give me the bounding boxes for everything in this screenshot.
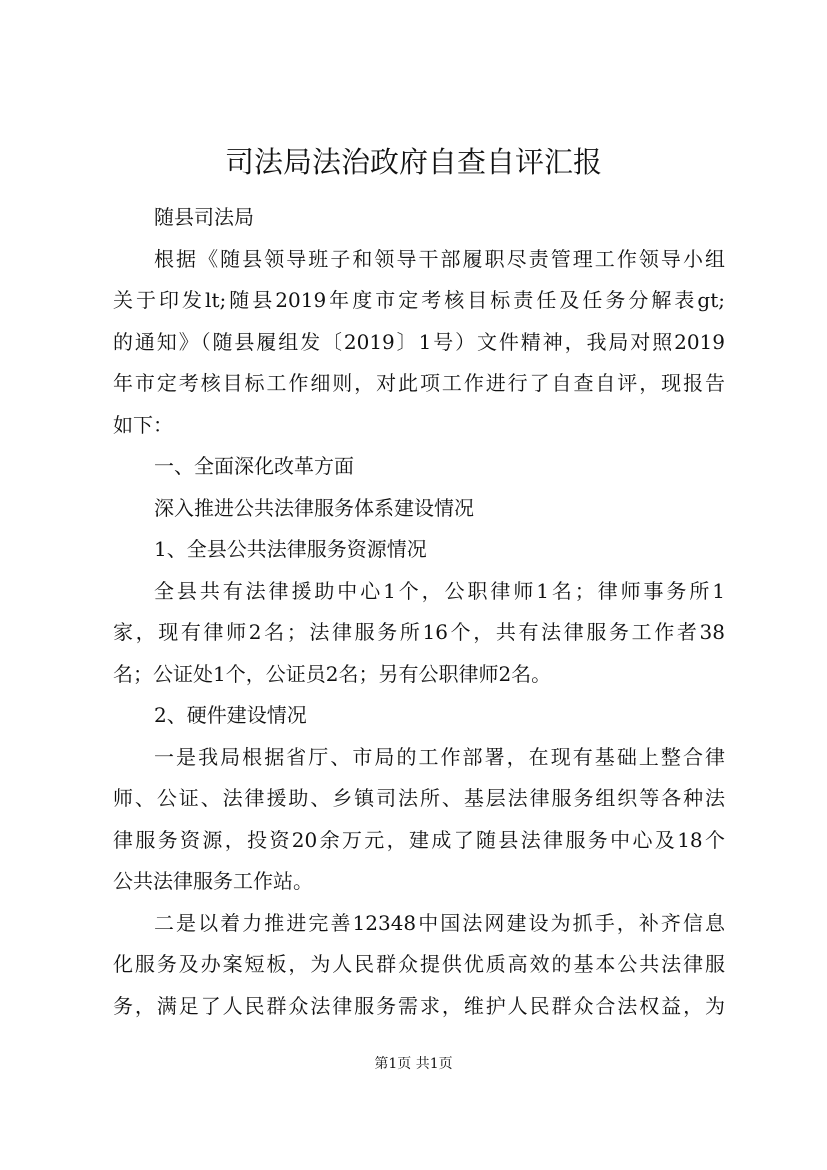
text-line: 深入推进公共法律服务体系建设情况 xyxy=(154,495,474,520)
text-line: 如下： xyxy=(113,412,173,437)
text-line: 年市定考核目标工作细则，对此项工作进行了自查自评，现报告 xyxy=(113,371,725,395)
text-line: 一是我局根据省厅、市局的工作部署，在现有基础上整合律 xyxy=(154,744,725,769)
text-line: 律服务资源，投资20余万元，建成了随县法律服务中心及18个 xyxy=(113,827,725,852)
text-line: 全县共有法律援助中心1个，公职律师1名；律师事务所1 xyxy=(154,578,725,603)
text-line: 公共法律服务工作站。 xyxy=(113,869,313,893)
document-body xyxy=(113,197,725,1027)
text-line: 名；公证处1个，公证员2名；另有公职律师2名。 xyxy=(113,661,552,686)
text-line: 1、全县公共法律服务资源情况 xyxy=(154,537,427,561)
text-line: 根据《随县领导班子和领导干部履职尽责管理工作领导小组 xyxy=(154,246,725,271)
text-line: 化服务及办案短板，为人民群众提供优质高效的基本公共法律服 xyxy=(113,952,725,976)
text-line: 师、公证、法律援助、乡镇司法所、基层法律服务组织等各种法 xyxy=(113,786,725,810)
text-line: 关于印发lt;随县2019年度市定考核目标责任及任务分解表gt; xyxy=(113,288,725,312)
text-line: 2、硬件建设情况 xyxy=(154,703,307,727)
document-title: 司法局法治政府自查自评汇报 xyxy=(224,145,602,179)
text-line: 二是以着力推进完善12348中国法网建设为抓手，补齐信息 xyxy=(154,910,725,935)
text-line: 家，现有律师2名；法律服务所16个，共有法律服务工作者38 xyxy=(113,620,725,644)
text-line: 的通知》（随县履组发〔2019〕1号）文件精神，我局对照2019 xyxy=(113,329,725,354)
text-line: 一、全面深化改革方面 xyxy=(154,454,354,478)
page-footer: 第1页 共1页 xyxy=(374,1056,453,1072)
text-line: 务，满足了人民群众法律服务需求，维护人民群众合法权益，为 xyxy=(113,993,725,1018)
text-line: 随县司法局 xyxy=(154,205,254,229)
